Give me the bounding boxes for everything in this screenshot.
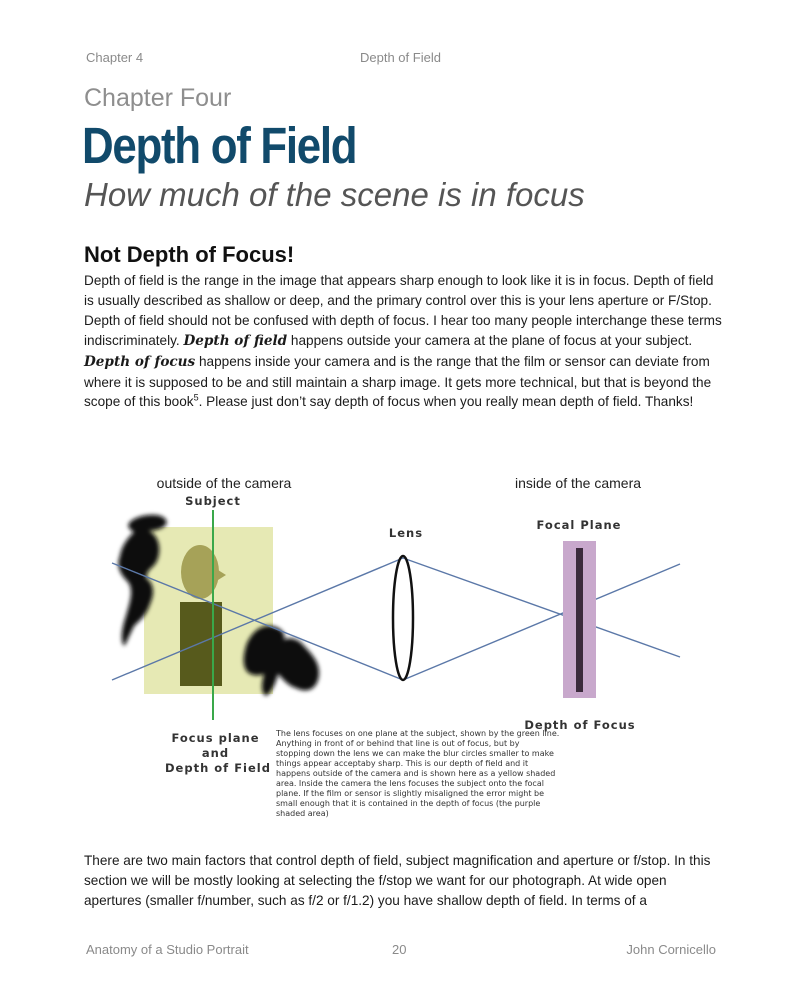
caption-line: area. Inside the camera the lens focuses the subject onto the focal bbox=[276, 779, 544, 788]
focus-plane-label-line: Focus plane bbox=[171, 731, 260, 745]
rays bbox=[403, 564, 680, 680]
intro-paragraph bbox=[84, 271, 724, 412]
caption-line: The lens focuses on one plane at the subject, shown by the green line. bbox=[276, 729, 560, 738]
focal-plane-label: Focal Plane bbox=[536, 518, 622, 532]
text-run: happens outside your camera at the plane of focus at your subject. bbox=[287, 332, 693, 348]
inside-camera-label: inside of the camera bbox=[514, 475, 642, 491]
text-run: Depth of field is the range in the image that appears sharp enough to look like it is in focus. Depth of field is usually described as shallow or deep, and the primary control over this is your lens aperture or F/Stop. Depth of field should not be confused with depth of focus. I hear too many people interchange these terms indiscriminately. bbox=[84, 273, 722, 348]
text-run: . Please just don’t say depth of focus when you really mean depth of field. Thanks! bbox=[198, 394, 694, 410]
caption-line: Anything in front of or behind that line is out of focus, but by bbox=[276, 739, 520, 748]
term-depth-of-focus: Depth of focus bbox=[84, 353, 196, 370]
sensor-plane bbox=[576, 548, 583, 692]
lens bbox=[393, 556, 413, 680]
subject-label: Subject bbox=[185, 494, 241, 508]
depth-of-focus-label: Depth of Focus bbox=[524, 718, 636, 732]
footer-book-title: Anatomy of a Studio Portrait bbox=[86, 942, 249, 957]
footer-author: John Cornicello bbox=[626, 942, 716, 957]
page-subtitle: How much of the scene is in focus bbox=[84, 176, 585, 213]
footnote-ref[interactable]: 5 bbox=[193, 392, 199, 403]
running-header-section: Depth of Field bbox=[360, 50, 441, 65]
depth-of-field-diagram bbox=[100, 470, 700, 820]
section-heading: Not Depth of Focus! bbox=[84, 242, 295, 267]
body-paragraph-2: There are two main factors that control depth of field, subject magnification and aperture or f/stop. In this section we will be mostly looking at selecting the f/stop we want for our photograph. At wide open apertures (smaller f/number, such as f/2 or f/1.2) you have shallow depth of field. In terms of a bbox=[84, 853, 711, 908]
caption-line: stopping down the lens we can make the blur circles smaller to make bbox=[276, 749, 554, 758]
text-run: happens inside your camera and is the range that the film or sensor can deviate from where it is supposed to be and still maintain a sharp image. It gets more technical, but that is beyond the scope of this book bbox=[84, 353, 712, 410]
focus-plane-label-line: and bbox=[201, 746, 230, 760]
page-number: 20 bbox=[392, 942, 407, 957]
caption-line: plane. If the film or sensor is slightly misaligned the error might be bbox=[276, 789, 545, 798]
focus-plane-label bbox=[165, 731, 271, 775]
rays bbox=[403, 558, 680, 657]
caption-line: shaded area) bbox=[276, 809, 329, 818]
chapter-kicker: Chapter Four bbox=[84, 84, 232, 112]
subject-body bbox=[180, 602, 222, 686]
diagram-caption bbox=[275, 729, 562, 818]
page-title: Depth of Field bbox=[82, 117, 357, 174]
lens-label: Lens bbox=[388, 526, 424, 540]
running-header-chapter: Chapter 4 bbox=[86, 50, 144, 65]
outside-camera-label: outside of the camera bbox=[156, 475, 292, 491]
caption-line: small enough that it is contained in the depth of focus (the purple bbox=[276, 799, 541, 808]
focus-plane-label-line: Depth of Field bbox=[165, 761, 271, 775]
term-depth-of-field: Depth of field bbox=[183, 332, 288, 349]
caption-line: things appear acceptaby sharp. This is our depth of field and it bbox=[276, 759, 529, 768]
caption-line: happens outside of the camera and is shown here as a yellow shaded bbox=[276, 769, 556, 778]
